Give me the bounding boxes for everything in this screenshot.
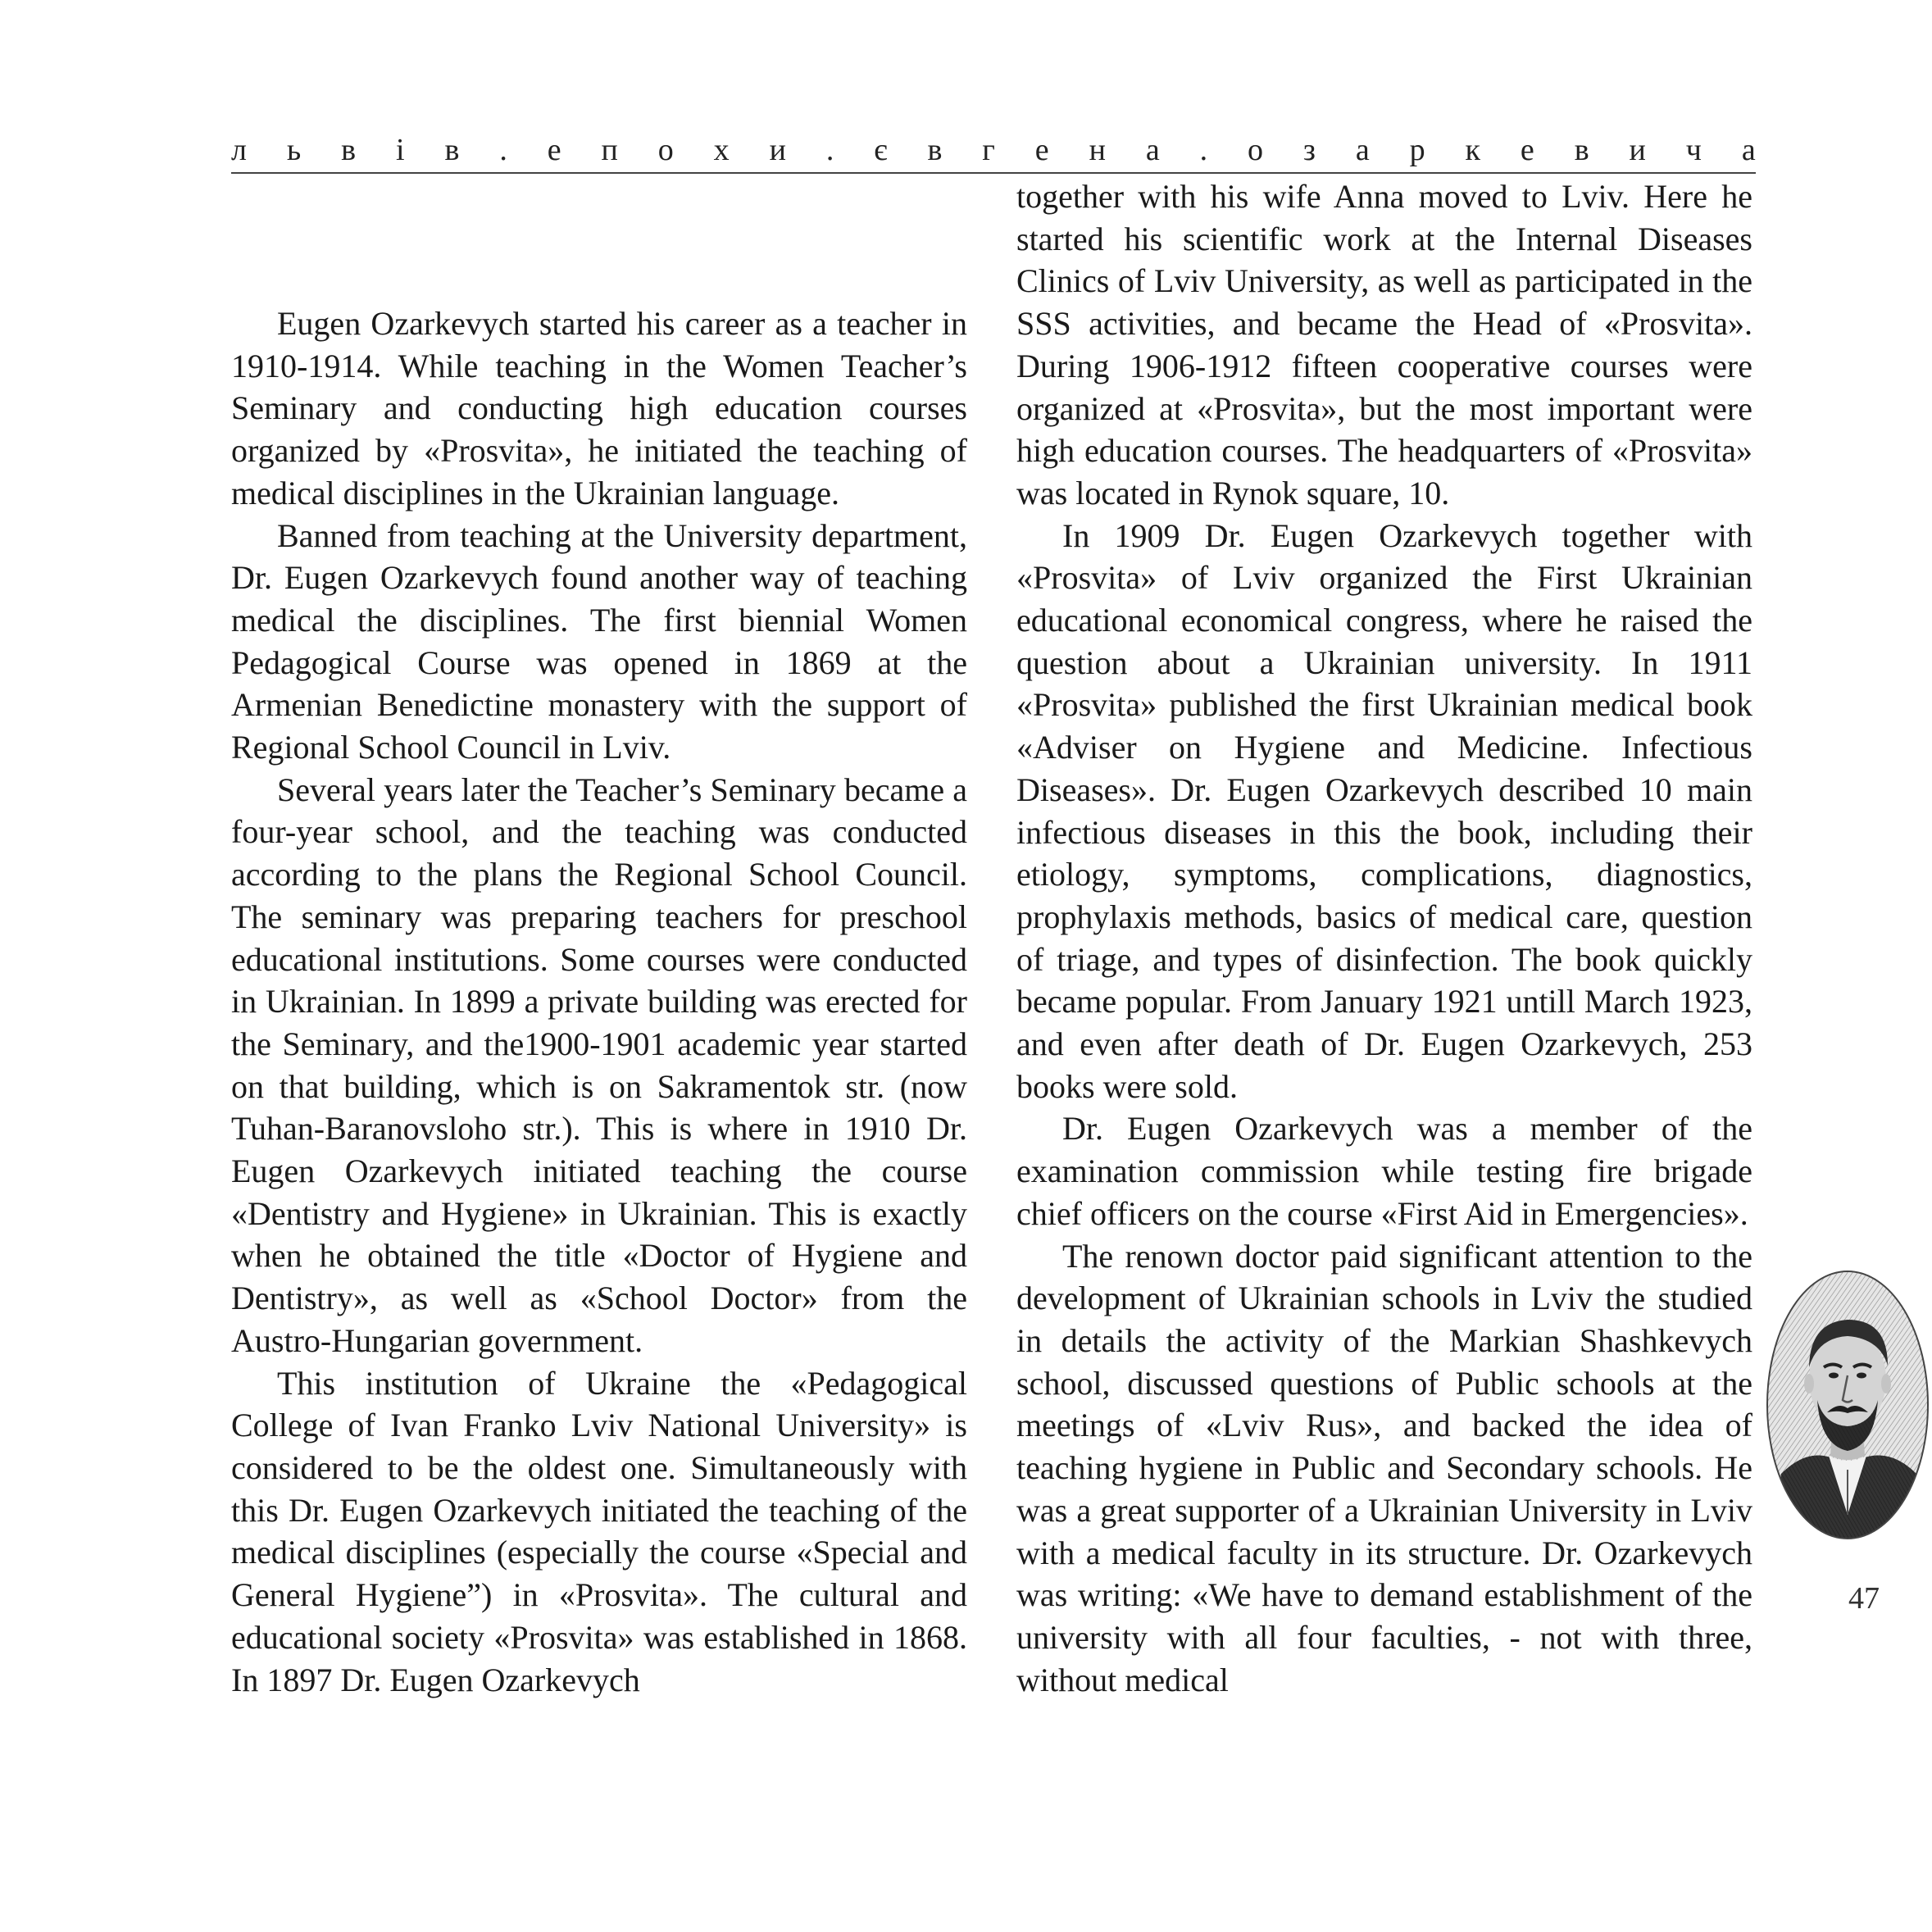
paragraph: This institution of Ukraine the «Pedagogical College of Ivan Franko Lviv National University» is considered to be the oldest one. Simultaneously with this Dr. Eugen Ozarkevych initiated the teaching of the medical disciplines (especially the course «Special and General Hygiene”) in «Prosvita». The cultural and educational society «Prosvita» was established in 1868. In 1897 Dr. Eugen Ozarkevych [231,1364,967,1698]
running-head-letter: а [1741,133,1756,167]
running-head-letter: к [1465,133,1480,167]
running-head-letter: п [601,133,618,167]
paragraph: Dr. Eugen Ozarkevych was a member of the examination commission while testing fire brigade chief officers on the course «First Aid in Emergencies». [1016,1110,1752,1232]
running-head-letter: в [444,133,460,167]
running-head-letter: и [769,133,786,167]
paragraph: Banned from teaching at the University department, Dr. Eugen Ozarkevych found another way of teaching medical the disciplines. The first biennial Women Pedagogical Course was opened in 1869 at the Armenian Benedictine monastery with the support of Regional School Council in Lviv. [231,516,967,766]
running-head-letter: і [395,133,405,167]
running-head-letter: р [1409,133,1425,167]
running-head-letter: . [825,133,834,167]
running-head-letter: н [1089,133,1106,167]
paragraph: The renown doctor paid significant attention to the development of Ukrainian schools in Lviv the studied in details the activity of the Markian Shashkevych school, discussed questions of Public schools at the meetings of «Lviv Rus», and backed the idea of teaching hygiene in Public and Secondary schools. He was a great supporter of a Ukrainian University in Lviv with a medical faculty in its structure. Dr. Ozarkevych was writing: «We have to demand establishment of the university with all four faculties, - not with three, without medical [1016,1237,1752,1698]
running-head-letter: ч [1685,133,1702,167]
running-head-letter: е [547,133,561,167]
running-head-letter: е [1034,133,1049,167]
running-head-letter: ь [286,133,302,167]
running-head-letter: г [982,133,995,167]
running-head [231,130,1756,170]
running-head-letter: з [1302,133,1316,167]
running-head-letter: . [499,133,507,167]
portrait-engraving-icon [1765,1269,1931,1542]
running-head-letter: в [1574,133,1589,167]
running-head-letter: е [1520,133,1534,167]
running-head-letter: х [713,133,730,167]
running-head-letter: а [1355,133,1370,167]
running-head-letter: о [1248,133,1264,167]
running-head-letter: о [657,133,674,167]
running-head-letter: є [874,133,888,167]
header-rule [231,172,1756,174]
paragraph: Several years later the Teacher’s Seminary became a four-year school, and the teaching was conducted according to the plans the Regional School Council. The seminary was preparing teachers for preschool educational institutions. Some courses were conducted in Ukrainian. In 1899 a private building was erected for the Seminary, and the1900-1901 academic year started on that building, which is on Sakramentok str. (now Tuhan-Baranovsloho str.). This is where in 1910 Dr. Eugen Ozarkevych initiated teaching the course «Dentistry and Hygiene» in Ukrainian. This is exactly when he obtained the title «Doctor of Hygiene and Dentistry», as well as «School Doctor» from the Austro-Hungarian government. [231,771,967,1359]
running-head-letter: в [341,133,357,167]
running-head-letter: . [1199,133,1208,167]
paragraph: Eugen Ozarkevych started his career as a teacher in 1910-1914. While teaching in the Women Teacher’s Seminary and conducting high education courses organized by «Prosvita», he initiated the teaching of medical disciplines in the Ukrainian language. [231,305,967,511]
paragraph-continuation: together with his wife Anna moved to Lviv. Here he started his scientific work at the Internal Diseases Clinics of Lviv University, as well as participated in the SSS activities, and became the Head of «Prosvita». During 1906-1912 fifteen cooperative courses were organized at «Prosvita», but the most important were high education courses. The headquarters of «Prosvita» was located in Rynok square, 10. [1016,178,1752,511]
right-text-column [1016,175,1752,1701]
running-head-letter: а [1145,133,1160,167]
paragraph: In 1909 Dr. Eugen Ozarkevych together with «Prosvita» of Lviv organized the First Ukrainian educational economical congress, where he raised the question about a Ukrainian university. In 1911 «Prosvita» published the first Ukrainian medical book «Adviser on Hygiene and Medicine. Infectious Diseases». Dr. Eugen Ozarkevych described 10 main infectious diseases in this the book, including their etiology, symptoms, complications, diagnostics, prophylaxis methods, basics of medical care, question of triage, and types of disinfection. The book quickly became popular. From January 1921 untill March 1923, and even after death of Dr. Eugen Ozarkevych, 253 books were sold. [1016,516,1752,1105]
left-text-column [231,302,967,1701]
page-number: 47 [1848,1581,1880,1616]
running-head-letter: и [1629,133,1646,167]
running-head-letter: в [927,133,943,167]
running-head-letters [231,130,1756,170]
running-head-letter: л [231,133,247,167]
